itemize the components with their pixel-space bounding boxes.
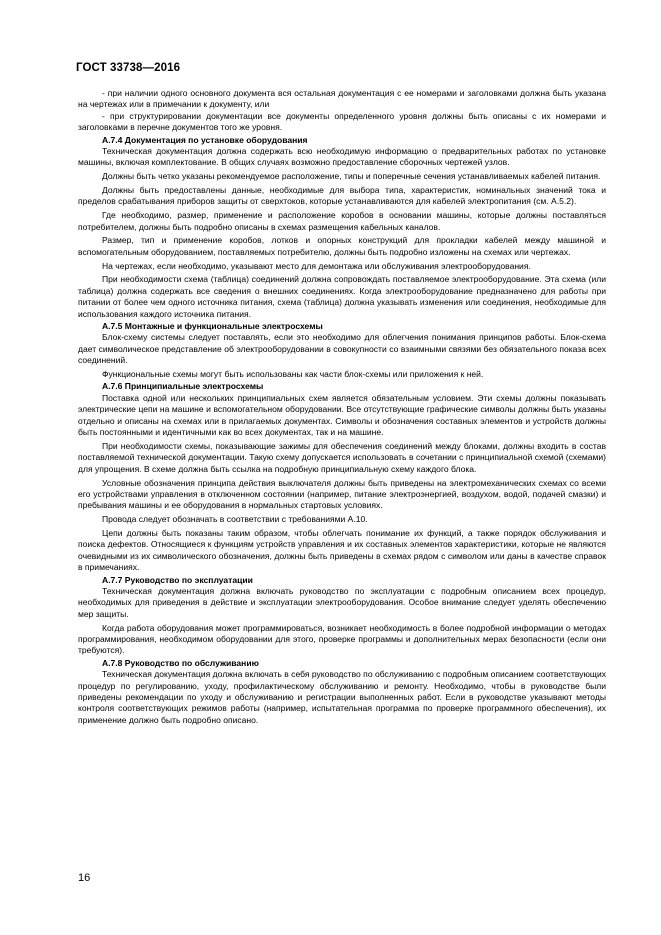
paragraph: Цепи должны быть показаны таким образом, чтобы облегчать понимание их функций, а также порядок обслуживания и поиска дефектов. Относящиеся к функциям устройств управления и их составных элементов характеристики, которые не являются очевидными из их символического обозначения, должны быть приведены в схемах рядом с символом или даны в качестве справок в примечаниях. bbox=[78, 527, 606, 573]
document-code-header: ГОСТ 33738—2016 bbox=[76, 62, 181, 74]
paragraph: Условные обозначения принципа действия выключателя должны быть приведены на электромеханических схемах со всеми его устройствами управления в отключенном состоянии (например, питание электроэнергией, воздухом, водой, подачей смазки) и пребывания машины и ее оборудования в нормальных стартовых условиях. bbox=[78, 477, 606, 511]
paragraph: Должны быть предоставлены данные, необходимые для выбора типа, характеристик, номинальных значений тока и пределов срабатывания приборов защиты от сверхтоков, которые устанавливаются для кабелей электропитания (см. А.5.2). bbox=[78, 185, 606, 207]
list-item: - при структурировании документации все документы определенного уровня должны быть описаны с их номерами и заголовками в перечне документов того же уровня. bbox=[78, 110, 606, 133]
section-heading-a76: А.7.6 Принципиальные электросхемы bbox=[102, 381, 264, 392]
paragraph: При необходимости схемы, показывающие зажимы для обеспечения соединений между блоками, должны входить в состав поставляемой технической документации. Такую схему допускается использовать в сочетании с принципиальной схемой (схемами) для упрощения. В схеме должна быть ссылка на подробную принципиальную схему каждого блока. bbox=[78, 440, 606, 474]
list-item: - при наличии одного основного документа вся остальная документация с ее номерами и заголовками должна быть указана на чертежах или в примечании к документу, или bbox=[78, 88, 606, 110]
paragraph: Техническая документация должна включать в себя руководство по обслуживанию с подробным описанием соответствующих процедур по регулированию, уходу, профилактическому обслуживанию и ремонту. Необходимо, чтобы в руководстве были приведены рекомендации по уходу и обслуживанию и регистрации выполненных работ. Если в руководстве указывают методы контроля соответствующих режимов работы (например, испытательная программа по проверке программного обеспечения), их применение должно быть подробно описано. bbox=[78, 669, 606, 725]
paragraph: Когда работа оборудования может программироваться, возникает необходимость в более подробной информации о методах программирования, необходимом оборудовании для этого, проверке программы и дополнительных мерах безопасности (если они требуются). bbox=[78, 622, 606, 656]
section-heading-a78: А.7.8 Руководство по обслуживанию bbox=[102, 657, 259, 668]
paragraph: Где необходимо, размер, применение и расположение коробов в основании машины, которые должны поставляться потребителем, должны быть подробно описаны в схемах размещения кабельных каналов. bbox=[78, 210, 606, 232]
section-heading-a74: А.7.4 Документация по установке оборудования bbox=[102, 134, 308, 145]
paragraph: Должны быть четко указаны рекомендуемое расположение, типы и поперечные сечения устанавливаемых кабелей питания. bbox=[102, 171, 601, 182]
paragraph: Функциональные схемы могут быть использованы как части блок-схемы или приложения к ней. bbox=[102, 369, 484, 380]
paragraph: На чертежах, если необходимо, указывают место для демонтажа или обслуживания электрооборудования. bbox=[102, 260, 531, 271]
document-body bbox=[78, 88, 606, 726]
section-heading-a77: А.7.7 Руководство по эксплуатации bbox=[102, 574, 253, 585]
paragraph: Провода следует обозначать в соответствии с требованиями А.10. bbox=[102, 514, 368, 525]
paragraph: Блок-схему системы следует поставлять, если это необходимо для облегчения понимания принципов работы. Блок-схема дает символическое представление об электрооборудовании в совокупности со взаимными связями без обязательного показа всех соединений. bbox=[78, 332, 606, 366]
paragraph: Размер, тип и применение коробов, лотков и опорных конструкций для прокладки кабелей между машиной и вспомогательным оборудованием, поставляемых потребителю, должны быть подробно изложены на схемах или чертежах. bbox=[78, 235, 606, 257]
page-number: 16 bbox=[78, 872, 91, 884]
section-heading-a75: А.7.5 Монтажные и функциональные электросхемы bbox=[102, 321, 323, 332]
paragraph: Поставка одной или нескольких принципиальных схем является обязательным условием. Эти схемы должны показывать электрические цепи на машине и вспомогательном оборудовании. Все отсутствующие графические символы должны быть указаны отдельно и описаны на схемах или в прилагаемых документах. Символы и обозначения составных элементов и устройств должны быть постоянными и идентичными как во всех документах, так и на машине. bbox=[78, 392, 606, 438]
paragraph: Техническая документация должна включать руководство по эксплуатации с подробным описанием всех процедур, необходимых для приведения в действие и эксплуатации электрооборудования. Особое внимание следует уделять обеспечению мер защиты. bbox=[78, 585, 606, 619]
paragraph: При необходимости схема (таблица) соединений должна сопровождать поставляемое электрооборудование. Эта схема (или таблица) должна содержать все сведения о внешних соединениях. Когда электрооборудование предназначено для работы при питании от более чем одного источника питания, схема (таблица) должна указывать изменения или соединения, необходимые для использования каждого источника питания. bbox=[78, 274, 606, 319]
paragraph: Техническая документация должна содержать всю необходимую информацию о предварительных работах по установке машины, включая комплектование. В общих случаях возможно предоставление сборочных чертежей узлов. bbox=[78, 146, 606, 168]
